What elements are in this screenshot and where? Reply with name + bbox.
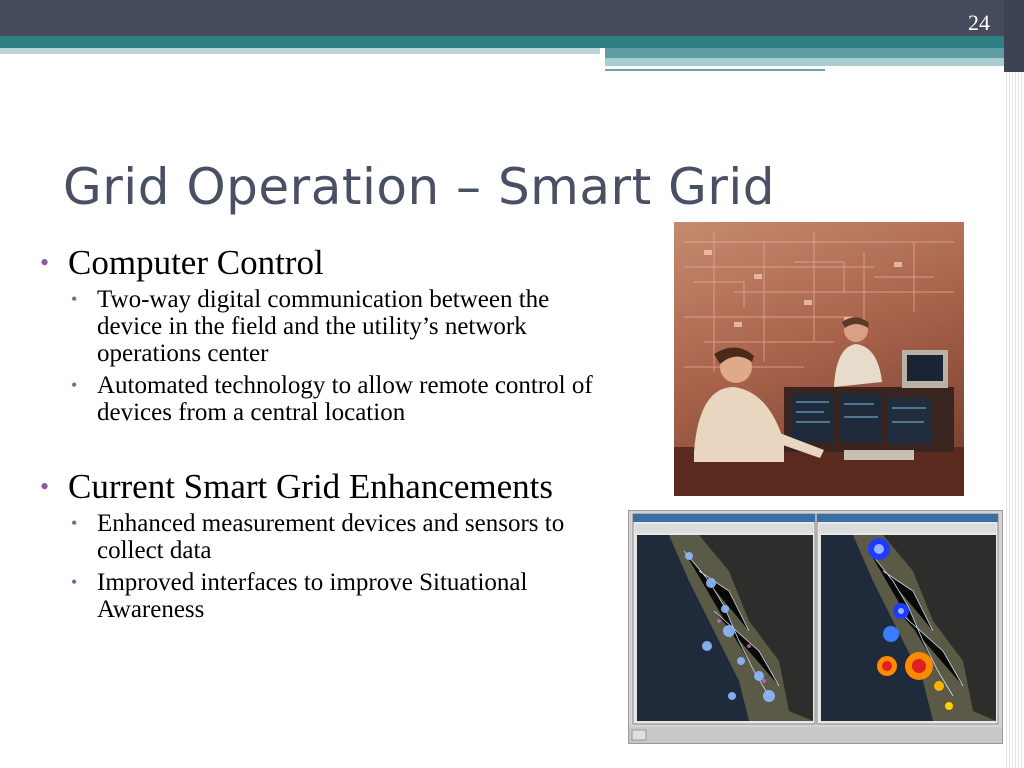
bullet-icon: • bbox=[71, 375, 78, 395]
bullet-icon: • bbox=[71, 513, 78, 533]
slide-number: 24 bbox=[968, 10, 990, 35]
list-item-text: Automated technology to allow remote control of devices from a central location bbox=[97, 372, 593, 426]
slide-title: Grid Operation – Smart Grid bbox=[63, 158, 776, 216]
bullet-content bbox=[38, 244, 598, 623]
bullet-icon: • bbox=[71, 572, 78, 592]
list-item-text: Two-way digital communication between the device in the field and the utility’s network operations center bbox=[97, 286, 550, 367]
list-item bbox=[38, 510, 598, 564]
header-step-bar-light bbox=[605, 58, 1004, 66]
list-item bbox=[38, 569, 598, 623]
list-item-text: Enhanced measurement devices and sensors to collect data bbox=[97, 510, 565, 564]
section-heading bbox=[38, 244, 598, 281]
right-edge-dark bbox=[1004, 0, 1024, 72]
control-room-illustration bbox=[674, 222, 964, 496]
control-room-photo bbox=[674, 222, 964, 496]
header-light-bar bbox=[0, 48, 600, 54]
list-item bbox=[38, 372, 598, 426]
list-item-text: Improved interfaces to improve Situational Awareness bbox=[97, 569, 528, 623]
situational-awareness-screenshot bbox=[628, 510, 1003, 744]
header-bar bbox=[0, 0, 1024, 36]
bullet-icon: • bbox=[40, 472, 50, 501]
right-edge-pattern bbox=[1004, 0, 1024, 768]
header-thin-line bbox=[605, 69, 825, 71]
grid-map-illustration bbox=[629, 511, 1002, 743]
section-heading bbox=[38, 468, 598, 505]
section-heading-text: Computer Control bbox=[68, 243, 324, 282]
header-step-bar bbox=[605, 48, 1004, 58]
bullet-icon: • bbox=[40, 248, 50, 277]
section-heading-text: Current Smart Grid Enhancements bbox=[68, 467, 554, 506]
bullet-icon: • bbox=[71, 289, 78, 309]
header-accent-bar bbox=[0, 36, 1004, 48]
list-item bbox=[38, 286, 598, 367]
